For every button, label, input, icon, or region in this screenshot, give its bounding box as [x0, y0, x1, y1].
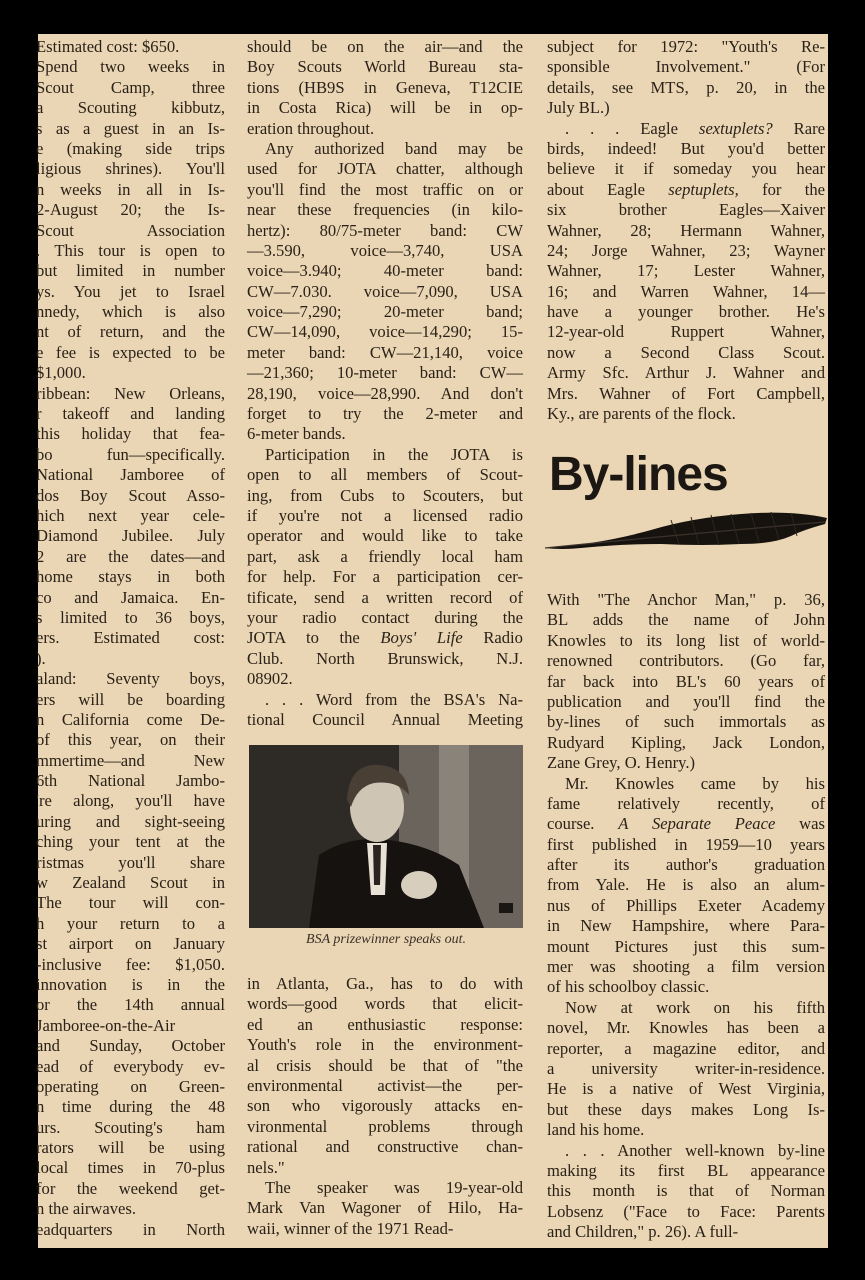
text-line: n weeks in all in Is-	[36, 179, 225, 199]
text-line: six brother Eagles—Xaiver	[547, 200, 825, 220]
text-line: voice—7,290; 20-meter band;	[247, 302, 523, 322]
text-line: 08902.	[247, 669, 293, 689]
text-line: w Zealand Scout in	[36, 873, 225, 893]
text-line: Wahner, 17; Lester Wahner,	[547, 261, 825, 281]
text-line: birds, indeed! But you'd better	[547, 138, 825, 158]
text-line: He is a native of West Virginia,	[547, 1079, 825, 1099]
text-line: Knowles to its long list of world-	[547, 630, 825, 650]
text-line: . . . Another well-known by-line	[565, 1140, 825, 1160]
column-middle	[247, 34, 523, 1248]
text-line: 28,190, voice—28,990. And don't	[247, 383, 523, 403]
text-line: tions (HB9S in Geneva, T12CIE	[247, 77, 523, 97]
text-line: tional Council Annual Meeting	[247, 709, 523, 729]
text-line: waii, winner of the 1971 Read-	[247, 1218, 454, 1238]
text-line: environmental activist—the per-	[247, 1075, 523, 1095]
text-line: operator and would like to take	[247, 526, 523, 546]
text-line: The tour will con-	[36, 893, 225, 913]
text-line: now a Second Class Scout.	[547, 342, 825, 362]
text-line: course. A Separate Peace was	[547, 814, 825, 834]
text-line: ).	[36, 648, 46, 668]
text-line: nus of Phillips Exeter Academy	[547, 895, 825, 915]
text-line: for the weekend get-	[36, 1178, 225, 1198]
text-line: eadquarters in North	[36, 1219, 225, 1239]
text-line: e (making side trips	[36, 138, 225, 158]
text-line: CW—7.030. voice—7,090, USA	[247, 281, 523, 301]
text-line: part, ask a friendly local ham	[247, 546, 523, 566]
text-line: Mrs. Wahner of Fort Campbell,	[547, 383, 825, 403]
text-line: 2 are the dates—and	[36, 546, 225, 566]
text-block	[547, 37, 825, 424]
text-line: a university writer-in-residence.	[547, 1058, 825, 1078]
text-line: meter band: CW—21,140, voice	[247, 342, 523, 362]
text-line: voice—3.940; 40-meter band:	[247, 261, 523, 281]
text-line: Mr. Knowles came by his	[565, 773, 825, 793]
text-line: Estimated cost: $650.	[36, 37, 180, 56]
text-line: of his schoolboy classic.	[547, 977, 710, 997]
text-line: Scout Camp, three	[36, 77, 225, 97]
text-line: ed an enthusiastic response:	[247, 1014, 523, 1034]
text-line: e fee is expected to be	[36, 342, 225, 362]
text-line: With "The Anchor Man," p. 36,	[547, 590, 825, 609]
text-line: aland: Seventy boys,	[36, 669, 225, 689]
text-line: open to all members of Scout-	[247, 465, 523, 485]
text-line: 16; and Warren Wahner, 14—	[547, 281, 825, 301]
text-line: dos Boy Scout Asso-	[36, 485, 225, 505]
text-line: hich next year cele-	[36, 505, 225, 525]
text-line: Army Sfc. Arthur J. Wahner and	[547, 363, 825, 383]
text-line: Club. North Brunswick, N.J.	[247, 648, 523, 668]
text-line: of this year, on their	[36, 730, 225, 750]
text-line: rators will be using	[36, 1138, 225, 1158]
text-line: should be on the air—and the	[247, 37, 523, 56]
text-line: Now at work on his fifth	[565, 997, 825, 1017]
text-line: urs. Scouting's ham	[36, 1117, 225, 1137]
text-line: Zane Grey, O. Henry.)	[547, 753, 696, 773]
text-line: CW—14,090, voice—14,290; 15-	[247, 322, 523, 342]
text-line: in New Hampshire, where Para-	[547, 916, 825, 936]
text-line: for help. For a participation cer-	[247, 567, 523, 587]
text-line: forget to try the 2-meter and	[247, 404, 523, 424]
text-line: nnedy, which is also	[36, 302, 225, 322]
text-block	[547, 590, 825, 1243]
text-line: innovation is in the	[36, 974, 225, 994]
text-line: details, see MTS, p. 20, in the	[547, 77, 825, 97]
column-right	[547, 34, 825, 1248]
text-line: publication and you'll find the	[547, 691, 825, 711]
text-line: fame relatively recently, of	[547, 793, 825, 813]
feather-icon	[541, 500, 828, 562]
photo-caption: BSA prizewinner speaks out.	[306, 932, 466, 947]
speaker-photo	[249, 745, 523, 928]
text-line: but these days makes Long Is-	[547, 1099, 825, 1119]
text-line: and Children," p. 26). A full-	[547, 1222, 739, 1242]
text-line: mount Pictures just this sum-	[547, 936, 825, 956]
text-line: far back into BL's 60 years of	[547, 671, 825, 691]
text-line: this holiday that fea-	[36, 424, 225, 444]
text-line: vironmental problems through	[247, 1116, 523, 1136]
text-line: in Atlanta, Ga., has to do with	[247, 974, 523, 993]
text-line: ching your tent at the	[36, 832, 225, 852]
text-line: in Costa Rica) will be in op-	[247, 98, 523, 118]
text-line: near these frequencies (in kilo-	[247, 200, 523, 220]
text-line: Wahner, 28; Hermann Wahner,	[547, 220, 825, 240]
text-line: al crisis should be that of "the	[247, 1055, 523, 1075]
text-line: ristmas you'll share	[36, 852, 225, 872]
text-line: ers. Estimated cost:	[36, 628, 225, 648]
text-line: mmertime—and New	[36, 750, 225, 770]
text-line: 24; Jorge Wahner, 23; Wayner	[547, 240, 825, 260]
text-line: JOTA to the Boys' Life Radio	[247, 628, 523, 648]
text-line: . . . Word from the BSA's Na-	[265, 689, 523, 709]
text-line: Any authorized band may be	[265, 138, 523, 158]
text-line: r takeoff and landing	[36, 404, 225, 424]
text-line: s limited to 36 boys,	[36, 607, 225, 627]
text-line: Diamond Jubilee. July	[36, 526, 225, 546]
text-line: 6th National Jambo-	[36, 771, 225, 791]
text-line: or the 14th annual	[36, 995, 225, 1015]
text-line: h your return to a	[36, 913, 225, 933]
text-line: son who vigorously attacks en-	[247, 1096, 523, 1116]
text-line: subject for 1972: "Youth's Re-	[547, 37, 825, 56]
text-line: your radio contact during the	[247, 607, 523, 627]
text-line: Jamboree-on-the-Air	[36, 1015, 176, 1035]
text-line: Participation in the JOTA is	[265, 444, 523, 464]
text-line: . This tour is open to	[36, 240, 225, 260]
text-line: ys. You jet to Israel	[36, 281, 225, 301]
text-line: Mark Van Wagoner of Hilo, Ha-	[247, 1198, 523, 1218]
text-line: n California come De-	[36, 709, 225, 729]
text-line: believe it if someday you hear	[547, 159, 825, 179]
text-line: ead of everybody ev-	[36, 1056, 225, 1076]
text-block	[247, 37, 523, 730]
text-block	[247, 974, 523, 1239]
clipping-page	[38, 34, 828, 1248]
text-line: July BL.)	[547, 98, 610, 118]
text-line: have a younger brother. He's	[547, 302, 825, 322]
text-line: you'll find the most traffic on or	[247, 179, 523, 199]
text-line: Rudyard Kipling, Jack London,	[547, 732, 825, 752]
text-line: 12-year-old Ruppert Wahner,	[547, 322, 825, 342]
text-line: about Eagle septuplets, for the	[547, 179, 825, 199]
text-line: mer was shooting a film version	[547, 957, 825, 977]
text-line: ligious shrines). You'll	[36, 159, 225, 179]
text-line: tificate, send a written record of	[247, 587, 523, 607]
text-line: and Sunday, October	[36, 1036, 225, 1056]
text-line: Youth's role in the environment-	[247, 1035, 523, 1055]
text-line: Scout Association	[36, 220, 225, 240]
text-line: rational and constructive chan-	[247, 1137, 523, 1157]
text-line: ers will be boarding	[36, 689, 225, 709]
text-line: after its author's graduation	[547, 855, 825, 875]
text-line: uring and sight-seeing	[36, 811, 225, 831]
text-line: hertz): 80/75-meter band: CW	[247, 220, 523, 240]
column-left	[38, 34, 225, 1248]
text-line: nt of return, and the	[36, 322, 225, 342]
text-line: reporter, a magazine editor, and	[547, 1038, 825, 1058]
text-line: 6-meter bands.	[247, 424, 346, 444]
text-line: co and Jamaica. En-	[36, 587, 225, 607]
text-line: Ky., are parents of the flock.	[547, 404, 736, 424]
text-line: nels."	[247, 1157, 285, 1177]
text-line: a Scouting kibbutz,	[36, 98, 225, 118]
text-line: $1,000.	[36, 363, 86, 383]
text-line: local times in 70-plus	[36, 1158, 225, 1178]
text-line: ing, from Cubs to Scouters, but	[247, 485, 523, 505]
text-line: by-lines of such immortals as	[547, 712, 825, 732]
text-line: 2-August 20; the Is-	[36, 200, 225, 220]
text-line: operating on Green-	[36, 1076, 225, 1096]
text-line: n the airwaves.	[36, 1199, 136, 1219]
text-line: -inclusive fee: $1,050.	[36, 954, 225, 974]
text-line: novel, Mr. Knowles has been a	[547, 1018, 825, 1038]
text-line: making its first BL appearance	[547, 1160, 825, 1180]
text-line: BL adds the name of John	[547, 610, 825, 630]
text-line: Boy Scouts World Bureau sta-	[247, 57, 523, 77]
text-line: . . . Eagle sextuplets? Rare	[565, 118, 825, 138]
text-line: 're along, you'll have	[36, 791, 225, 811]
text-line: from Yale. He is also an alum-	[547, 875, 825, 895]
text-line: —21,360; 10-meter band: CW—	[247, 363, 523, 383]
text-line: this month is that of Norman	[547, 1181, 825, 1201]
text-block	[38, 37, 225, 1240]
text-line: ribbean: New Orleans,	[36, 383, 225, 403]
text-line: first published in 1959—10 years	[547, 834, 825, 854]
text-line: eration throughout.	[247, 118, 375, 138]
text-line: n time during the 48	[36, 1097, 225, 1117]
text-line: used for JOTA chatter, although	[247, 159, 523, 179]
text-line: bo fun—specifically.	[36, 444, 225, 464]
text-line: Spend two weeks in	[36, 57, 225, 77]
text-line: home stays in both	[36, 567, 225, 587]
section-heading: By-lines	[549, 448, 728, 501]
text-line: renowned contributors. (Go far,	[547, 651, 825, 671]
text-line: National Jamboree of	[36, 465, 225, 485]
text-line: words—good words that elicit-	[247, 994, 523, 1014]
text-line: if you're not a licensed radio	[247, 505, 523, 525]
text-line: Lobsenz ("Face to Face: Parents	[547, 1201, 825, 1221]
text-line: but limited in number	[36, 261, 225, 281]
text-line: The speaker was 19-year-old	[265, 1177, 523, 1197]
text-line: s as a guest in an Is-	[36, 118, 225, 138]
text-line: st airport on January	[36, 934, 225, 954]
text-line: sponsible Involvement." (For	[547, 57, 825, 77]
text-line: land his home.	[547, 1120, 645, 1140]
text-line: —3.590, voice—3,740, USA	[247, 240, 523, 260]
